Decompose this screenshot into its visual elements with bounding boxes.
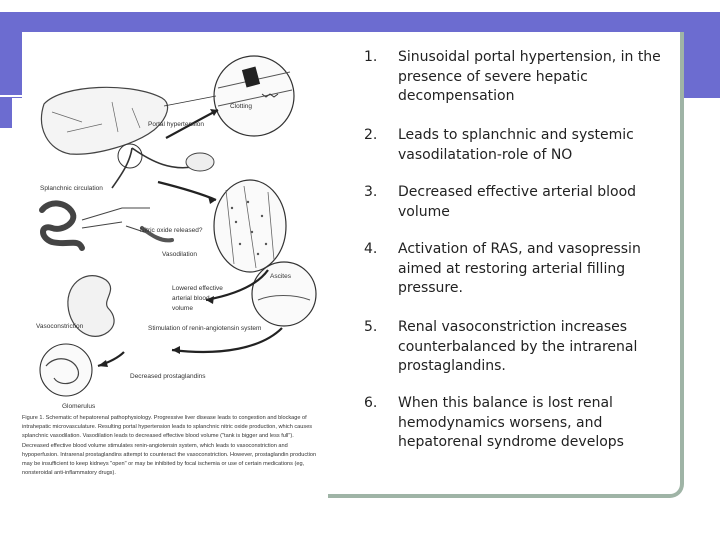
list-item-number: 1. [364,49,378,65]
list-item-number: 5. [364,319,378,335]
label-nitric-oxide: Nitric oxide released? [140,227,203,234]
spleen-shape [186,153,214,171]
list-item [364,48,684,126]
pathophysiology-steps-list [364,48,684,454]
label-portal-hypertension: Portal hypertension [148,121,205,128]
list-item-text: When this balance is lost renal hemodynamics worsens, and hepatorenal syndrome develops [398,395,624,450]
label-vasodilation: Vasodilation [162,251,197,258]
ascites-zoom [252,262,316,326]
list-item-text: Renal vasoconstriction increases counterbalanced by the intrarenal prostaglandins. [398,319,638,374]
figure-illustration [22,32,328,412]
label-ascites: Ascites [270,273,291,280]
list-item-text: Sinusoidal portal hypertension, in the presence of severe hepatic decompensation [398,49,661,104]
glomerulus-zoom [40,344,92,396]
flow-arrow-splanchnic [158,182,216,200]
pathophysiology-figure [22,32,328,508]
list-item-number: 2. [364,127,378,143]
list-item [364,183,684,240]
list-item-text: Activation of RAS, and vasopressin aimed at restoring arterial filling pressure. [398,241,641,296]
list-item-text: Leads to splanchnic and systemic vasodilatation-role of NO [398,127,634,163]
list-item [364,394,684,454]
list-item [364,318,684,394]
label-prostaglandins: Decreased prostaglandins [130,373,206,380]
label-vasoconstriction: Vasoconstriction [36,323,84,330]
label-clotting: Clotting [230,103,253,110]
side-accent [0,98,12,128]
label-glomerulus: Glomerulus [62,403,96,410]
list-item-number: 6. [364,395,378,411]
label-lowered-volume-1: Lowered effective [172,285,223,292]
figure-caption: Figure 1. Schematic of hepatorenal pathophysiology. Progressive liver disease leads to congestion and blockage of intrahepatic microvasculature. Resulting portal hypertension leads to splanchnic nitric oxide production, which causes splanchnic vasodilation. Vasodilation leads to decreased effective blood volume ("tank is bigger and less full"). Decreased effective blood volume stimulates renin-angiotensin system, which leads to vasoconstriction and hypoperfusion. Intrarenal prostaglandins attempt to counteract the vasoconstriction. However, prostaglandin production may be insufficient to keep kidneys "open" or may be inhibited by focal ischemia or use of certain medications (eg, nonsteroidal anti-inflammatory drugs). [22,415,317,477]
label-splanchnic-circulation: Splanchnic circulation [40,185,103,192]
list-item-text: Decreased effective arterial blood volume [398,184,637,220]
list-item-number: 3. [364,184,378,200]
label-raas: Stimulation of renin-angiotensin system [148,325,262,332]
list-item [364,240,684,318]
intestine-shape [42,203,82,248]
list-item-number: 4. [364,241,378,257]
list-item [364,126,684,183]
label-lowered-volume-3: volume [172,305,193,312]
label-lowered-volume-2: arterial blood [172,295,210,302]
